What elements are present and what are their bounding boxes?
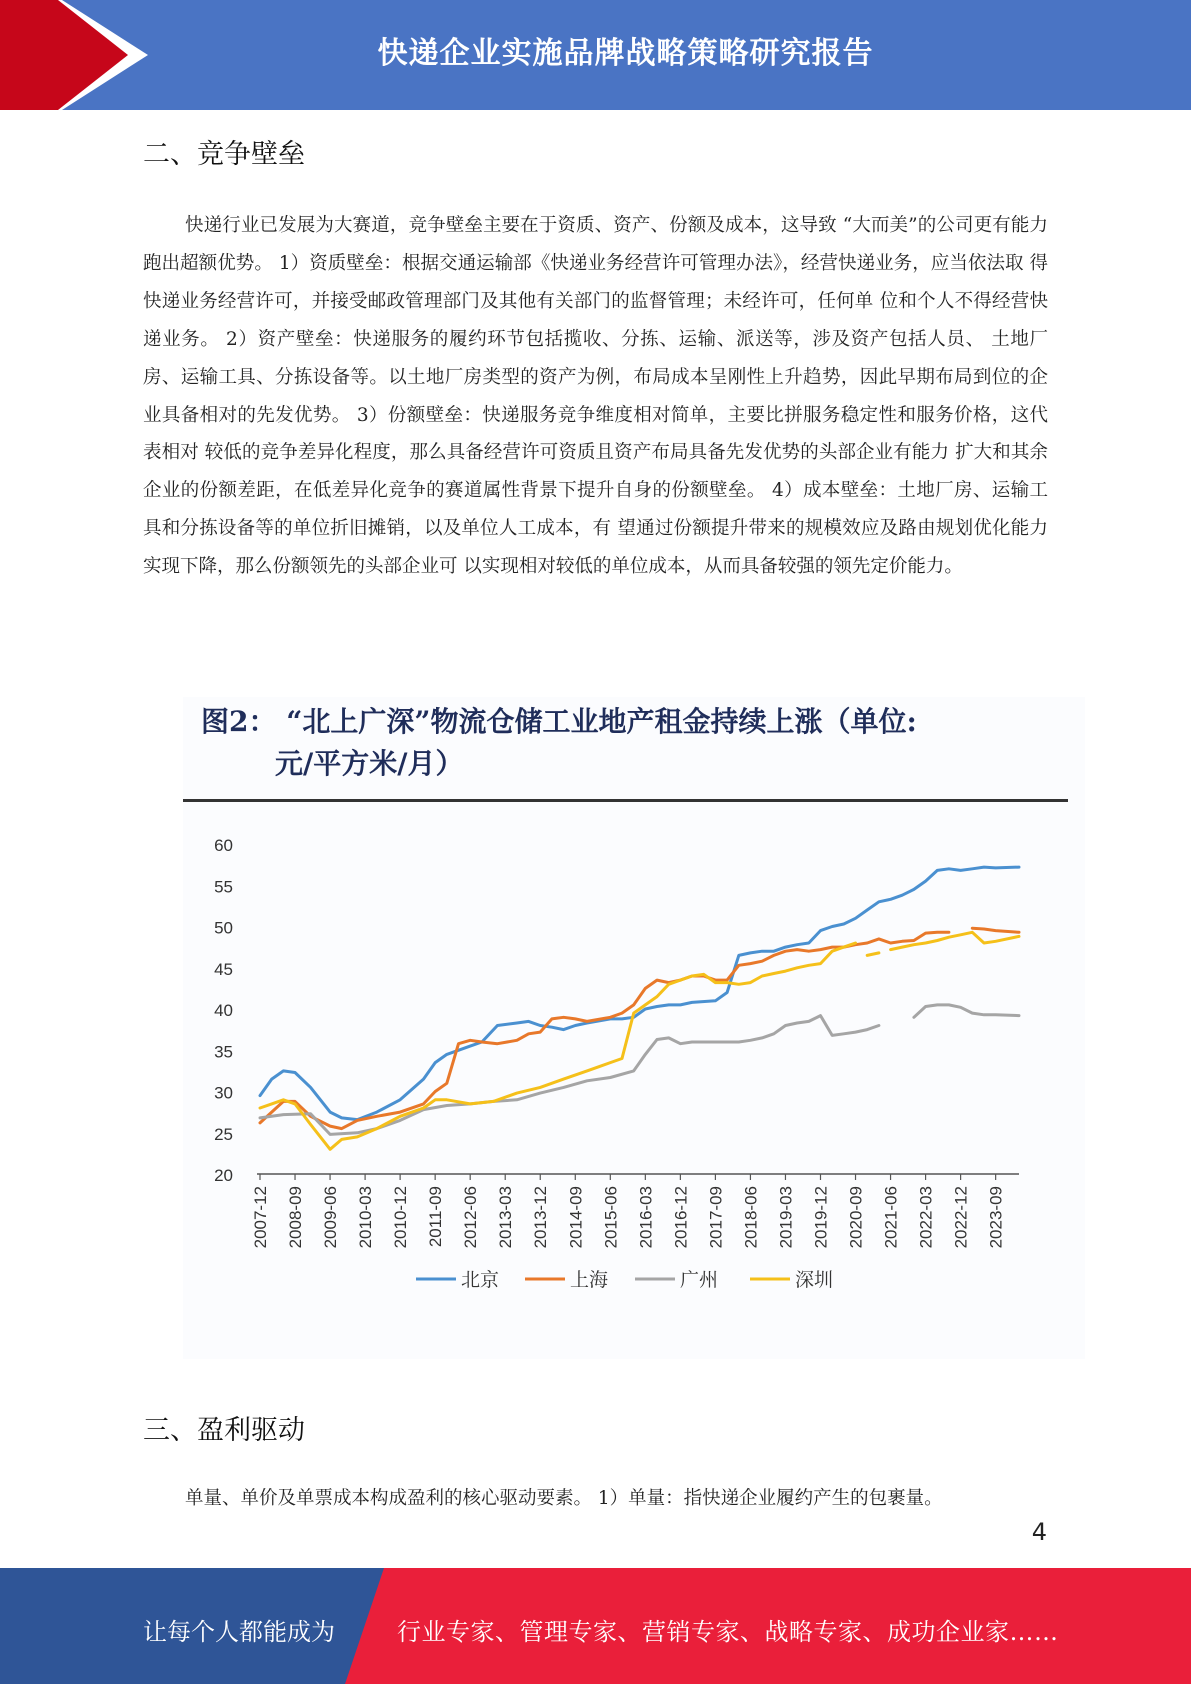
x-tick-label: 2021-06 — [881, 1186, 901, 1249]
x-tick-label: 2013-03 — [496, 1186, 516, 1249]
x-tick-label: 2010-03 — [356, 1186, 376, 1249]
legend-label-上海: 上海 — [570, 1269, 609, 1291]
x-tick-label: 2014-09 — [566, 1186, 586, 1249]
x-tick-label: 2007-12 — [251, 1186, 270, 1249]
x-tick-label: 2018-06 — [741, 1186, 761, 1249]
section-heading-barriers: 二、竞争壁垒 — [143, 139, 305, 170]
series-line-广州 — [914, 1005, 1019, 1017]
x-tick-label: 2009-06 — [321, 1186, 341, 1249]
figure-caption-line2: 元/平方米/月） — [275, 747, 464, 780]
y-tick-label: 50 — [214, 918, 233, 938]
x-tick-label: 2011-09 — [426, 1186, 446, 1248]
x-tick-label: 2023-09 — [986, 1186, 1006, 1249]
x-tick-label: 2010-12 — [391, 1186, 411, 1249]
x-tick-label: 2012-06 — [461, 1186, 481, 1249]
legend-label-广州: 广州 — [680, 1269, 719, 1291]
x-tick-label: 2016-12 — [671, 1186, 691, 1249]
series-line-北京 — [260, 867, 1019, 1120]
series-line-上海 — [972, 928, 1019, 932]
header-banner — [0, 0, 1191, 110]
x-tick-label: 2022-12 — [951, 1186, 971, 1249]
series-line-深圳 — [867, 953, 879, 956]
x-tick-label: 2020-09 — [846, 1186, 866, 1249]
figure-caption — [201, 701, 1061, 785]
rent-line-chart — [183, 802, 1085, 1359]
legend-label-深圳: 深圳 — [795, 1269, 834, 1291]
footer-slogan-left: 让每个人都能成为 — [143, 1618, 335, 1646]
y-tick-label: 40 — [214, 1001, 233, 1020]
report-title: 快递企业实施品牌战略策略研究报告 — [377, 36, 874, 71]
x-tick-label: 2017-09 — [706, 1186, 726, 1249]
figure-caption-line1: 图2： “北上广深”物流仓储工业地产租金持续上涨（单位: — [201, 705, 917, 738]
x-tick-label: 2016-03 — [636, 1186, 656, 1249]
page-number: 4 — [1031, 1518, 1047, 1546]
x-tick-label: 2015-06 — [601, 1186, 621, 1249]
y-tick-label: 30 — [214, 1083, 233, 1103]
series-line-广州 — [260, 1016, 879, 1135]
section-heading-profit: 三、盈利驱动 — [143, 1415, 305, 1446]
x-tick-label: 2008-09 — [286, 1186, 306, 1249]
y-tick-label: 25 — [214, 1124, 233, 1144]
legend-label-北京: 北京 — [461, 1269, 500, 1291]
series-line-上海 — [260, 932, 949, 1128]
x-tick-label: 2019-12 — [811, 1186, 831, 1249]
x-tick-label: 2019-03 — [776, 1186, 796, 1249]
x-tick-label: 2013-12 — [531, 1186, 551, 1249]
section-paragraph-barriers: 快递行业已发展为大赛道，竞争壁垒主要在于资质、资产、份额及成本，这导致 “大而美”的公司更有能力跑出超额优势。 1）资质壁垒：根据交通运输部《快递业务经营许可管理办法》，经营快递业务，应当依法取 得快递业务经营许可，并接受邮政管理部门及其他有关部门的监督管理；未经许可，任何单 位和个人不得经营快递业务。 2）资产壁垒：快递服务的履约环节包括揽收、分拣、运输、派送等，涉及资产包括人员、 土地厂房、运输工具、分拣设备等。以土地厂房类型的资产为例，布局成本呈刚性上升趋势，因此早期布局到位的企业具备相对的先发优势。 3）份额壁垒：快递服务竞争维度相对简单，主要比拼服务稳定性和服务价格，这代表相对 较低的竞争差异化程度，那么具备经营许可资质且资产布局具备先发优势的头部企业有能力 扩大和其余企业的份额差距，在低差异化竞争的赛道属性背景下提升自身的份额壁垒。 4）成本壁垒：土地厂房、运输工具和分拣设备等的单位折旧摊销，以及单位人工成本，有 望通过份额提升带来的规模效应及路由规划优化能力实现下降，那么份额领先的头部企业可 以实现相对较低的单位成本，从而具备较强的领先定价能力。 — [143, 215, 1048, 578]
y-tick-label: 35 — [214, 1042, 233, 1062]
chart-figure — [183, 697, 1085, 1359]
y-tick-label: 60 — [214, 836, 233, 855]
section-paragraph-profit: 单量、单价及单票成本构成盈利的核心驱动要素。 1）单量：指快递企业履约产生的包裹量。 — [185, 1488, 943, 1509]
y-tick-label: 55 — [214, 877, 233, 897]
footer-slogan-right: 行业专家、管理专家、营销专家、战略专家、成功企业家…… — [397, 1618, 1059, 1646]
y-tick-label: 45 — [214, 959, 233, 979]
x-tick-label: 2022-03 — [916, 1186, 936, 1249]
y-tick-label: 20 — [214, 1166, 233, 1185]
